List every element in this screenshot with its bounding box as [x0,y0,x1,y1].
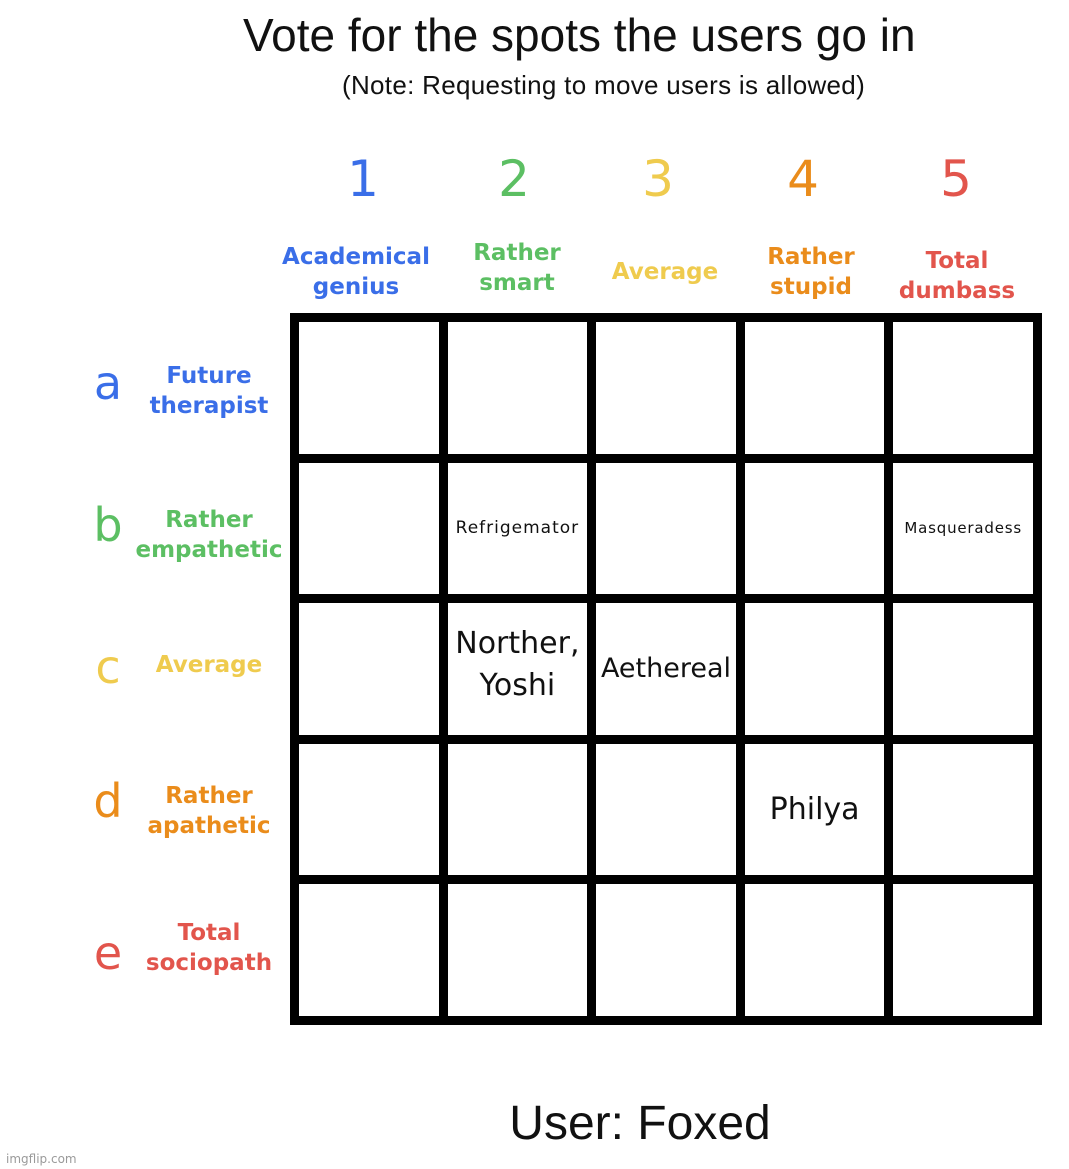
row-label-c: Average [155,652,263,678]
column-label-2: Rather smart [473,240,561,296]
row-label-e: Total sociopath [145,920,273,976]
column-number-4: 4 [787,150,819,208]
grid-cell-a3 [596,322,745,463]
grid-cell-b4 [745,463,894,604]
grid-cell-b5: Masqueradess [893,463,1042,604]
footer-user: User: Foxed [509,1097,771,1150]
column-label-3: Average [611,259,719,285]
column-number-1: 1 [347,150,379,208]
column-number-3: 3 [642,150,674,208]
grid-cell-a5 [893,322,1042,463]
row-label-d: Rather apathetic [147,783,271,839]
grid-cell-c4 [745,603,894,744]
grid-cell-e3 [596,884,745,1025]
watermark: imgflip.com [6,1152,77,1166]
grid-cell-c1 [299,603,448,744]
grid-cell-c2: Norther, Yoshi [448,603,597,744]
grid-cell-d5 [893,744,1042,885]
row-letter-e: e [93,926,123,980]
grid-cell-d4: Philya [745,744,894,885]
column-number-2: 2 [498,150,530,208]
grid-cell-e5 [893,884,1042,1025]
page-title: Vote for the spots the users go in [243,9,916,61]
grid-cell-e1 [299,884,448,1025]
grid-cell-a4 [745,322,894,463]
row-label-a: Future therapist [149,363,269,419]
grid-cell-c3: Aethereal [596,603,745,744]
page-subtitle: (Note: Requesting to move users is allowed) [342,70,866,100]
column-label-5: Total dumbass [898,248,1016,304]
grid-cell-b1 [299,463,448,604]
row-letter-b: b [93,498,123,552]
row-letter-c: c [95,640,121,694]
grid-cell-a1 [299,322,448,463]
grid-cell-e2 [448,884,597,1025]
grid-cell-a2 [448,322,597,463]
grid-cell-b2: Refrigemator [448,463,597,604]
grid-cell-c5 [893,603,1042,744]
row-label-b: Rather empathetic [135,507,283,563]
grid-cell-d3 [596,744,745,885]
alignment-grid [290,313,1042,1025]
column-number-5: 5 [940,150,972,208]
grid-cell-d2 [448,744,597,885]
row-letter-d: d [93,774,123,828]
grid-cell-e4 [745,884,894,1025]
row-letter-a: a [93,356,123,410]
column-label-4: Rather stupid [767,244,855,300]
column-label-1: Academical genius [282,244,430,300]
grid-cell-d1 [299,744,448,885]
grid-cell-b3 [596,463,745,604]
